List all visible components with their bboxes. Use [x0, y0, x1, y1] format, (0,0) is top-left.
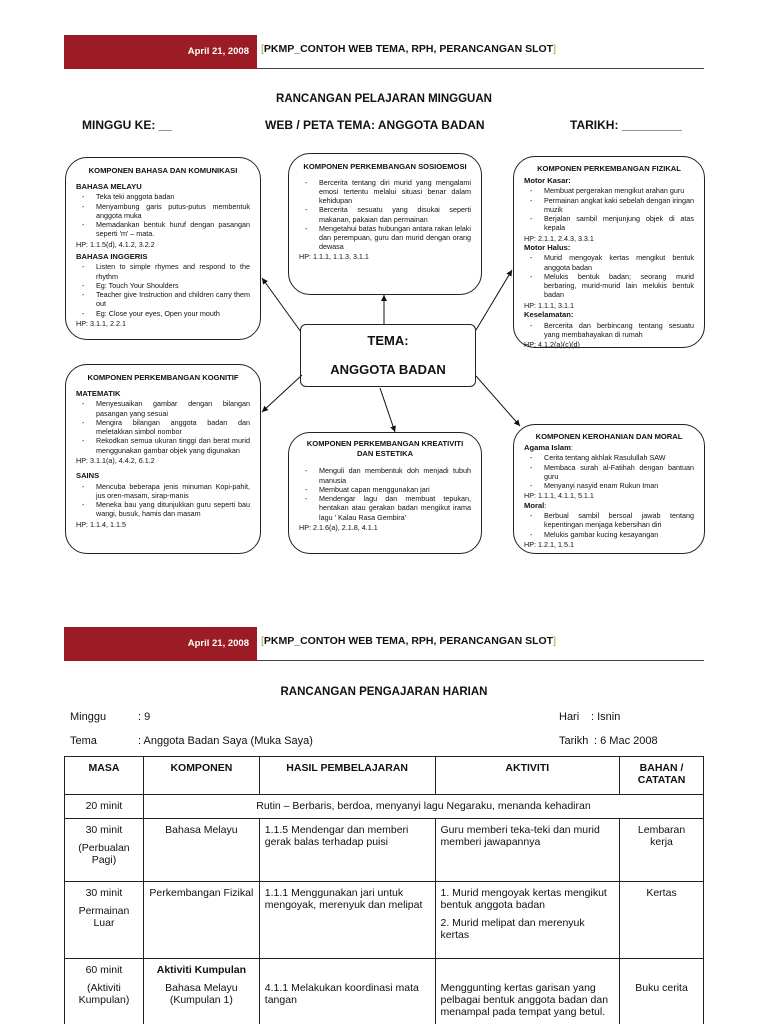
minggu-value: : 9	[138, 711, 151, 723]
tema-value: : Anggota Badan Saya (Muka Saya)	[138, 735, 313, 747]
list-item: - Mendengar lagu dan membuat tepukan, hentakan atau gerakan badan mengikut irama lagu ' Kalau Rasa Gembira'	[299, 494, 471, 522]
hp-codes: HP: 1.2.1, 1.5.1	[524, 539, 574, 549]
hp-codes: HP: 3.1.1(a), 4.4.2, 6.1.2	[76, 455, 155, 465]
tema-label: TEMA:	[367, 333, 409, 348]
list-item: - Berjalan sambil menjunjung objek di atas kepala	[524, 214, 694, 232]
table-row	[65, 819, 704, 882]
cell-masa: 60 minit (Aktiviti Kumpulan)	[65, 959, 144, 1024]
header-title: [PKMP_CONTOH WEB TEMA, RPH, PERANCANGAN SLOT]	[261, 43, 556, 55]
cell-masa: 30 minit Permainan Luar	[65, 882, 144, 959]
item-list	[524, 186, 694, 232]
hp-codes: HP: 1.1.1, 3.1.1	[524, 300, 574, 310]
list-item: - Mengira bilangan anggota badan dan meletakkan simbol nombor	[76, 418, 250, 436]
list-item: - Membuat capan menggunakan jari	[299, 485, 471, 494]
item-list	[524, 253, 694, 299]
tema-label: Tema	[70, 735, 97, 747]
cell-bahan: Buku cerita	[620, 959, 704, 1024]
list-item: - Bercerita dan berbincang tentang sesuatu yang membahayakan di rumah	[524, 321, 694, 339]
col-header-aktiviti: AKTIVITI	[435, 757, 620, 795]
daily-title: RANCANGAN PENGAJARAN HARIAN	[280, 686, 488, 698]
hp-codes: HP: 2.1.1, 2.4.3, 3.3.1	[524, 233, 594, 243]
box-kreativiti	[288, 432, 482, 554]
header-date: April 21, 2008	[64, 35, 257, 69]
sub-heading: MATEMATIK	[76, 388, 121, 398]
hp-codes: HP: 2.1.6(a), 2.1.8, 4.1.1	[299, 522, 378, 532]
item-list	[524, 453, 694, 490]
list-item: - Bercerita tentang diri murid yang mengalami emosi tertentu melalui situasi benar dalam kehidupan	[299, 178, 471, 206]
list-item: - Memadankan bentuk huruf dengan pasangan seperti 'm' – mata.	[76, 220, 250, 238]
box-heading: KOMPONEN BAHASA DAN KOMUNIKASI	[88, 166, 238, 175]
minggu-label: Minggu	[70, 711, 107, 723]
table-row	[65, 795, 704, 819]
arrow-to-kreativiti	[380, 388, 395, 432]
sub-heading: Motor Kasar:	[524, 175, 571, 185]
sub-heading: SAINS	[76, 470, 100, 480]
item-list	[76, 262, 250, 317]
cell-aktiviti: Menggunting kertas garisan yang pelbagai bentuk anggota badan dan menampal pada tempat yang betul.	[435, 959, 620, 1024]
tema-box	[300, 324, 476, 387]
hp-codes: HP: 4.1.2(a)(c)(d)	[524, 339, 580, 349]
cell-bahan: Lembaran kerja	[620, 819, 704, 882]
box-heading: KOMPONEN PERKEMBANGAN KREATIVITI DAN ESTETIKA	[306, 439, 464, 458]
table-header-row	[65, 757, 704, 795]
cell-komponen: Perkembangan Fizikal	[143, 882, 259, 959]
cell-masa: 20 minit	[65, 795, 144, 819]
table-row	[65, 959, 704, 1024]
list-item: - Eg: Touch Your Shoulders	[76, 281, 250, 290]
sub-heading: Keselamatan:	[524, 309, 574, 319]
list-item: - Murid mengoyak kertas mengikut bentuk anggota badan	[524, 253, 694, 271]
cell-aktiviti: Guru memberi teka-teki dan murid memberi jawapannya	[435, 819, 620, 882]
col-header-masa: MASA	[65, 757, 144, 795]
list-item: - Menyambung garis putus-putus membentuk anggota muka	[76, 202, 250, 220]
item-list	[299, 178, 471, 252]
cell-komponen: Aktiviti Kumpulan Bahasa Melayu (Kumpulan 1)	[143, 959, 259, 1024]
daily-plan-table	[64, 756, 704, 1024]
header-title: [PKMP_CONTOH WEB TEMA, RPH, PERANCANGAN SLOT]	[261, 635, 556, 647]
item-list	[76, 192, 250, 238]
col-header-hasil: HASIL PEMBELAJARAN	[259, 757, 435, 795]
list-item: - Eg: Close your eyes, Open your mouth	[76, 309, 250, 318]
list-item: - Permainan angkat kaki sebelah dengan iringan muzik	[524, 196, 694, 214]
header-rule	[257, 660, 704, 661]
list-item: - Bercerita sesuatu yang disukai seperti makanan, pakaian dan permainan	[299, 205, 471, 223]
sub-heading: BAHASA MELAYU	[76, 181, 142, 191]
list-item: - Teka teki anggota badan	[76, 192, 250, 201]
item-list	[524, 321, 694, 339]
hp-codes: HP: 1.1.4, 1.1.5	[76, 519, 126, 529]
item-list	[76, 399, 250, 454]
hp-codes: HP: 1.1.1, 1.1.3, 3.1.1	[299, 252, 369, 262]
list-item: - Meneka bau yang ditunjukkan guru seperti bau wangi, busuk, hamis dan masam	[76, 500, 250, 518]
box-heading: KOMPONEN KEROHANIAN DAN MORAL	[535, 432, 683, 441]
cell-komponen: Bahasa Melayu	[143, 819, 259, 882]
arrow-to-fizikal	[476, 270, 512, 330]
item-list	[76, 482, 250, 519]
list-item: - Melukis bentuk badan; seorang murid berbaring, murid-murid lain melukis bentuk badan	[524, 272, 694, 300]
box-kognitif	[65, 364, 261, 554]
header-date: April 21, 2008	[64, 627, 257, 661]
list-item: - Membuat pergerakan mengikut arahan guru	[524, 186, 694, 195]
list-item: - Menyanyi nasyid enam Rukun Iman	[524, 481, 694, 490]
arrow-to-kognitif	[262, 375, 302, 412]
cell-aktiviti: 1. Murid mengoyak kertas mengikut bentuk anggota badan 2. Murid melipat dan merenyuk kertas	[435, 882, 620, 959]
cell-masa: 30 minit (Perbualan Pagi)	[65, 819, 144, 882]
list-item: - Melukis gambar kucing kesayangan	[524, 530, 694, 539]
list-item: - Rekodkan semua ukuran tinggi dan berat murid menggunakan gambar objek yang digunakan	[76, 436, 250, 454]
list-item: - Menguli dan membentuk doh menjadi tubuh manusia	[299, 466, 471, 484]
tarikh-value: : 6 Mac 2008	[594, 735, 658, 747]
tema-value: ANGGOTA BADAN	[330, 362, 446, 377]
list-item: - Teacher give Instruction and children carry them out	[76, 290, 250, 308]
hari-value: : Isnin	[591, 711, 621, 723]
sub-heading: BAHASA INGGERIS	[76, 251, 148, 261]
web-tema-label: WEB / PETA TEMA: ANGGOTA BADAN	[265, 118, 485, 132]
weekly-title: RANCANGAN PELAJARAN MINGGUAN	[276, 93, 492, 105]
sub-heading: Motor Halus:	[524, 242, 571, 252]
list-item: - Menyesuaikan gambar dengan bilangan pasangan yang sesuai	[76, 399, 250, 417]
cell-hasil: 1.1.1 Menggunakan jari untuk mengoyak, merenyuk dan melipat	[259, 882, 435, 959]
box-kerohanian	[513, 424, 705, 554]
box-heading: KOMPONEN PERKEMBANGAN KOGNITIF	[87, 373, 239, 382]
tarikh-label: TARIKH: _________	[570, 118, 682, 132]
hp-codes: HP: 3.1.1, 2.2.1	[76, 318, 126, 328]
list-item: - Mengetahui batas hubungan antara rakan lelaki dan perempuan, guru dan murid dengan orang dewasa	[299, 224, 471, 252]
list-item: - Membaca surah al-Fatihah dengan bantuan guru	[524, 463, 694, 481]
item-list	[524, 511, 694, 539]
box-heading: KOMPONEN PERKEMBANGAN FIZIKAL	[537, 164, 681, 173]
item-list	[299, 466, 471, 521]
box-bahasa-komunikasi	[65, 157, 261, 340]
list-item: - Berbual sambil bersoal jawab tentang kepentingan menjaga kebersihan diri	[524, 511, 694, 529]
cell-rutin: Rutin – Berbaris, berdoa, menyanyi lagu Negaraku, menanda kehadiran	[143, 795, 703, 819]
page-header-2	[64, 627, 704, 661]
sub-heading: Moral:	[524, 500, 547, 510]
list-item: - Listen to simple rhymes and respond to the rhythm	[76, 262, 250, 280]
sub-heading: Agama Islam:	[524, 442, 573, 452]
hari-label: Hari	[559, 711, 580, 723]
arrow-to-kerohanian	[476, 376, 520, 426]
minggu-label: MINGGU KE: __	[82, 118, 173, 132]
hp-codes: HP: 1.1.5(d), 4.1.2, 3.2.2	[76, 239, 155, 249]
box-sosioemosi	[288, 153, 482, 295]
table-row	[65, 882, 704, 959]
list-item: - Mencuba beberapa jenis minuman Kopi-pahit, jus oren-masam, sirap-manis	[76, 482, 250, 500]
col-header-komponen: KOMPONEN	[143, 757, 259, 795]
hp-codes: HP: 1.1.1, 4.1.1, 5.1.1	[524, 491, 594, 501]
cell-bahan: Kertas	[620, 882, 704, 959]
col-header-bahan: BAHAN / CATATAN	[620, 757, 704, 795]
cell-hasil: 4.1.1 Melakukan koordinasi mata tangan	[259, 959, 435, 1024]
box-heading: KOMPONEN PERKEMBANGAN SOSIOEMOSI	[303, 162, 467, 171]
cell-hasil: 1.1.5 Mendengar dan memberi gerak balas terhadap puisi	[259, 819, 435, 882]
list-item: - Cerita tentang akhlak Rasulullah SAW	[524, 453, 694, 462]
tarikh-label: Tarikh	[559, 735, 589, 747]
box-fizikal	[513, 156, 705, 348]
